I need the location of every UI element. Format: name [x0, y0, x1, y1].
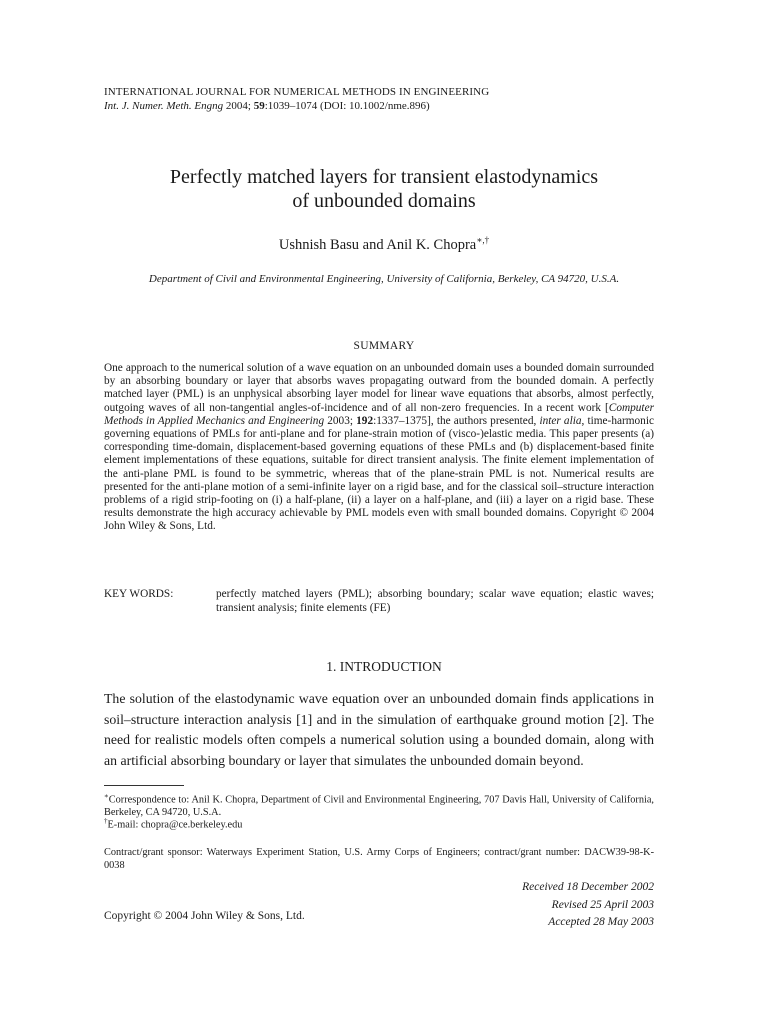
summary-ref-volume: 192	[356, 414, 374, 427]
summary-ref-pages: :1337–1375], the authors presented,	[373, 414, 540, 427]
title-line-1: Perfectly matched layers for transient elastodynamics	[169, 166, 599, 188]
date-received: Received 18 December 2002	[522, 881, 654, 893]
summary-heading: SUMMARY	[353, 340, 415, 352]
date-accepted: Accepted 28 May 2003	[548, 916, 654, 928]
journal-name: INTERNATIONAL JOURNAL FOR NUMERICAL METHODS IN ENGINEERING	[104, 86, 490, 98]
author-names: Ushnish Basu and Anil K. Chopra	[278, 236, 477, 253]
authors	[0, 235, 768, 254]
title-line-2: of unbounded domains	[292, 190, 476, 212]
journal-volume: 59	[253, 100, 265, 112]
summary-inter-alia: inter alia	[539, 414, 582, 427]
footnote-1-text: Correspondence to: Anil K. Chopra, Department of Civil and Environmental Engineering, 707 Davis Hall, University of California, Berkeley, CA 94720, U.S.A.	[104, 794, 654, 818]
author-marks: ∗,†	[476, 235, 490, 245]
summary-ref-year: 2003;	[324, 414, 357, 427]
footnote-mark-1: ∗	[104, 792, 109, 800]
dates	[522, 879, 654, 932]
footnote-grant: Contract/grant sponsor: Waterways Experiment Station, U.S. Army Corps of Engineers; contract/grant number: DACW39-98-K-0038	[104, 847, 654, 871]
summary-text-2: , time-harmonic governing equations of PMLs for anti-plane and for plane-strain motion of (visco-)elastic media. This paper presents (a) corresponding time-domain, displacement-based governing equations of these PMLs and (b) displacement-based finite element implementations of these equations, suitable for direct transient analysis. The finite element implementation of the anti-plane PML is found to be symmetric, whereas that of the plane-strain PML is not. Numerical results are presented for the anti-plane motion of a semi-infinite layer on a rigid base, and for the classical soil–structure interaction problems of a rigid strip-footing on (i) a half-plane, (ii) a layer on a half-plane, and (iii) a layer on a rigid base. These results demonstrate the high accuracy achievable by PML models even with small bounded domains. Copyright © 2004 John Wiley & Sons, Ltd.	[104, 414, 654, 533]
summary-body	[104, 362, 654, 534]
footnote-2-text: E-mail: chopra@ce.berkeley.edu	[107, 819, 243, 831]
affiliation: Department of Civil and Environmental Engineering, University of California, Berkeley, CA 94720, U.S.A.	[148, 273, 620, 285]
journal-abbrev: Int. J. Numer. Meth. Engng	[104, 100, 224, 112]
journal-doi: (DOI: 10.1002/nme.896)	[320, 100, 430, 112]
intro-body: The solution of the elastodynamic wave equation over an unbounded domain finds applications in soil–structure interaction analysis [1] and in the simulation of earthquake ground motion [2]. The need for realistic models often compels a numerical solution using a bounded domain, along with an artificial absorbing boundary or layer that simulates the unbounded domain beyond.	[104, 691, 654, 768]
footnote-mark-2: †	[104, 817, 108, 825]
intro-heading: 1. INTRODUCTION	[326, 659, 442, 674]
summary-text-1: One approach to the numerical solution of a wave equation on an unbounded domain uses a bounded domain surrounded by an absorbing boundary or layer that absorbs waves propagating outward from the bounded domain. A perfectly matched layer (PML) is an unphysical absorbing layer model for linear wave equations that absorbs, almost perfectly, outgoing waves of all non-tangential angles-of-incidence and of all non-zero frequencies. In a recent work [	[104, 362, 654, 414]
journal-year: 2004;	[225, 100, 251, 112]
footnote-rule	[104, 785, 184, 786]
journal-citation	[104, 100, 430, 112]
summary-ref-journal: Computer Methods in Applied Mechanics and Engineering	[104, 401, 654, 427]
keywords-label: KEY WORDS:	[104, 588, 174, 600]
copyright: Copyright © 2004 John Wiley & Sons, Ltd.	[104, 910, 305, 922]
footnote-email	[104, 815, 654, 832]
keywords	[104, 587, 654, 615]
keywords-text: perfectly matched layers (PML); absorbing boundary; scalar wave equation; elastic waves; transient analysis; finite elements (FE)	[216, 588, 654, 614]
journal-pages: :1039–1074	[264, 100, 318, 112]
date-revised: Revised 25 April 2003	[551, 898, 654, 911]
paper-title	[0, 165, 768, 213]
